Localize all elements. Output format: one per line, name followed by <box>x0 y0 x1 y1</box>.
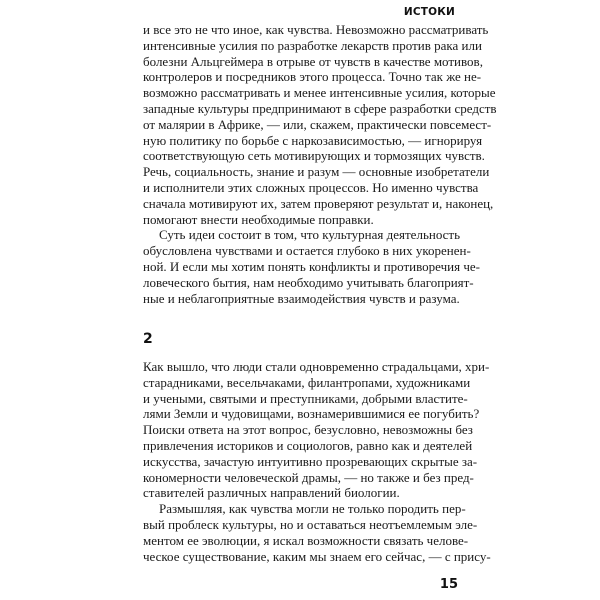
text-line: обусловлена чувствами и остается глубоко в них укоренен- <box>143 243 471 259</box>
text-line: помогают внести необходимые поправки. <box>143 211 374 227</box>
text-line: интенсивные усилия по разработке лекарств против рака или <box>143 37 482 53</box>
text-line: Речь, социальность, знание и разум — основные изобретатели <box>143 164 490 180</box>
paragraph <box>143 227 480 306</box>
text-line: Суть идеи состоит в том, что культурная деятельность <box>159 227 461 243</box>
text-line: ные и неблагоприятные взаимодействия чувств и разума. <box>143 290 460 306</box>
text-line: ментом ее эволюции, я искал возможности связать челове- <box>143 532 469 548</box>
text-line: и исполнители этих сложных процессов. Но именно чувства <box>143 179 479 195</box>
text-line: кономерности человеческой драмы, — но также и без пред- <box>143 469 474 485</box>
running-header: ИСТОКИ <box>403 6 455 18</box>
text-line: ной. И если мы хотим понять конфликты и противоречия че- <box>143 258 480 274</box>
paragraph <box>143 359 490 501</box>
text-line: Как вышло, что люди стали одновременно страдальцами, хри- <box>143 359 490 374</box>
text-line: ставителей различных направлений биологии. <box>143 485 400 501</box>
text-line: Поиски ответа на этот вопрос, безусловно, невозможны без <box>143 422 473 438</box>
text-line: и все это не что иное, как чувства. Невозможно рассматривать <box>143 22 489 37</box>
text-line: вый проблеск культуры, но и оставаться неотъемлемым эле- <box>143 516 478 532</box>
text-line: искусства, зачастую интуитивно прозревающих скрытые за- <box>143 453 478 469</box>
text-line: возможно рассматривать и менее интенсивные усилия, которые <box>143 85 496 101</box>
text-line: болезни Альцгеймера в отрыве от чувств в качестве мотивов, <box>143 53 483 69</box>
text-line: лями Земли и чудовищами, вознамерившимися ее погубить? <box>143 406 480 422</box>
text-line: сначала мотивируют их, затем проверяют результат и, наконец, <box>143 195 494 211</box>
text-line: ловеческого бытия, нам необходимо учитывать благоприят- <box>143 274 474 290</box>
text-line: контролеров и посредников этого процесса. Точно так же не- <box>143 69 482 85</box>
text-line: привлечения историков и социологов, равно как и деятелей <box>143 437 473 453</box>
text-line: и учеными, святыми и преступниками, добрыми властите- <box>143 390 468 406</box>
text-line: старадниками, весельчаками, филантропами, художниками <box>143 374 471 390</box>
section-1-text <box>143 22 497 306</box>
section-2-text <box>143 359 491 564</box>
text-line: ческое существование, каким мы знаем его сейчас, — с прису- <box>143 548 491 564</box>
text-line: Размышляя, как чувства могли не только породить пер- <box>159 501 466 517</box>
text-line: соответствующую сеть мотивирующих и тормозящих чувств. <box>143 148 485 164</box>
paragraph <box>143 22 497 227</box>
text-line: ную политику по борьбе с наркозависимостью, — игнорируя <box>143 132 483 148</box>
text-line: от малярии в Африке, — или, скажем, практически повсемест- <box>143 116 492 132</box>
page-number: 15 <box>439 577 458 592</box>
section-number: 2 <box>143 331 153 347</box>
paragraph <box>143 501 491 564</box>
text-line: западные культуры предпринимают в сфере разработки средств <box>143 100 497 116</box>
